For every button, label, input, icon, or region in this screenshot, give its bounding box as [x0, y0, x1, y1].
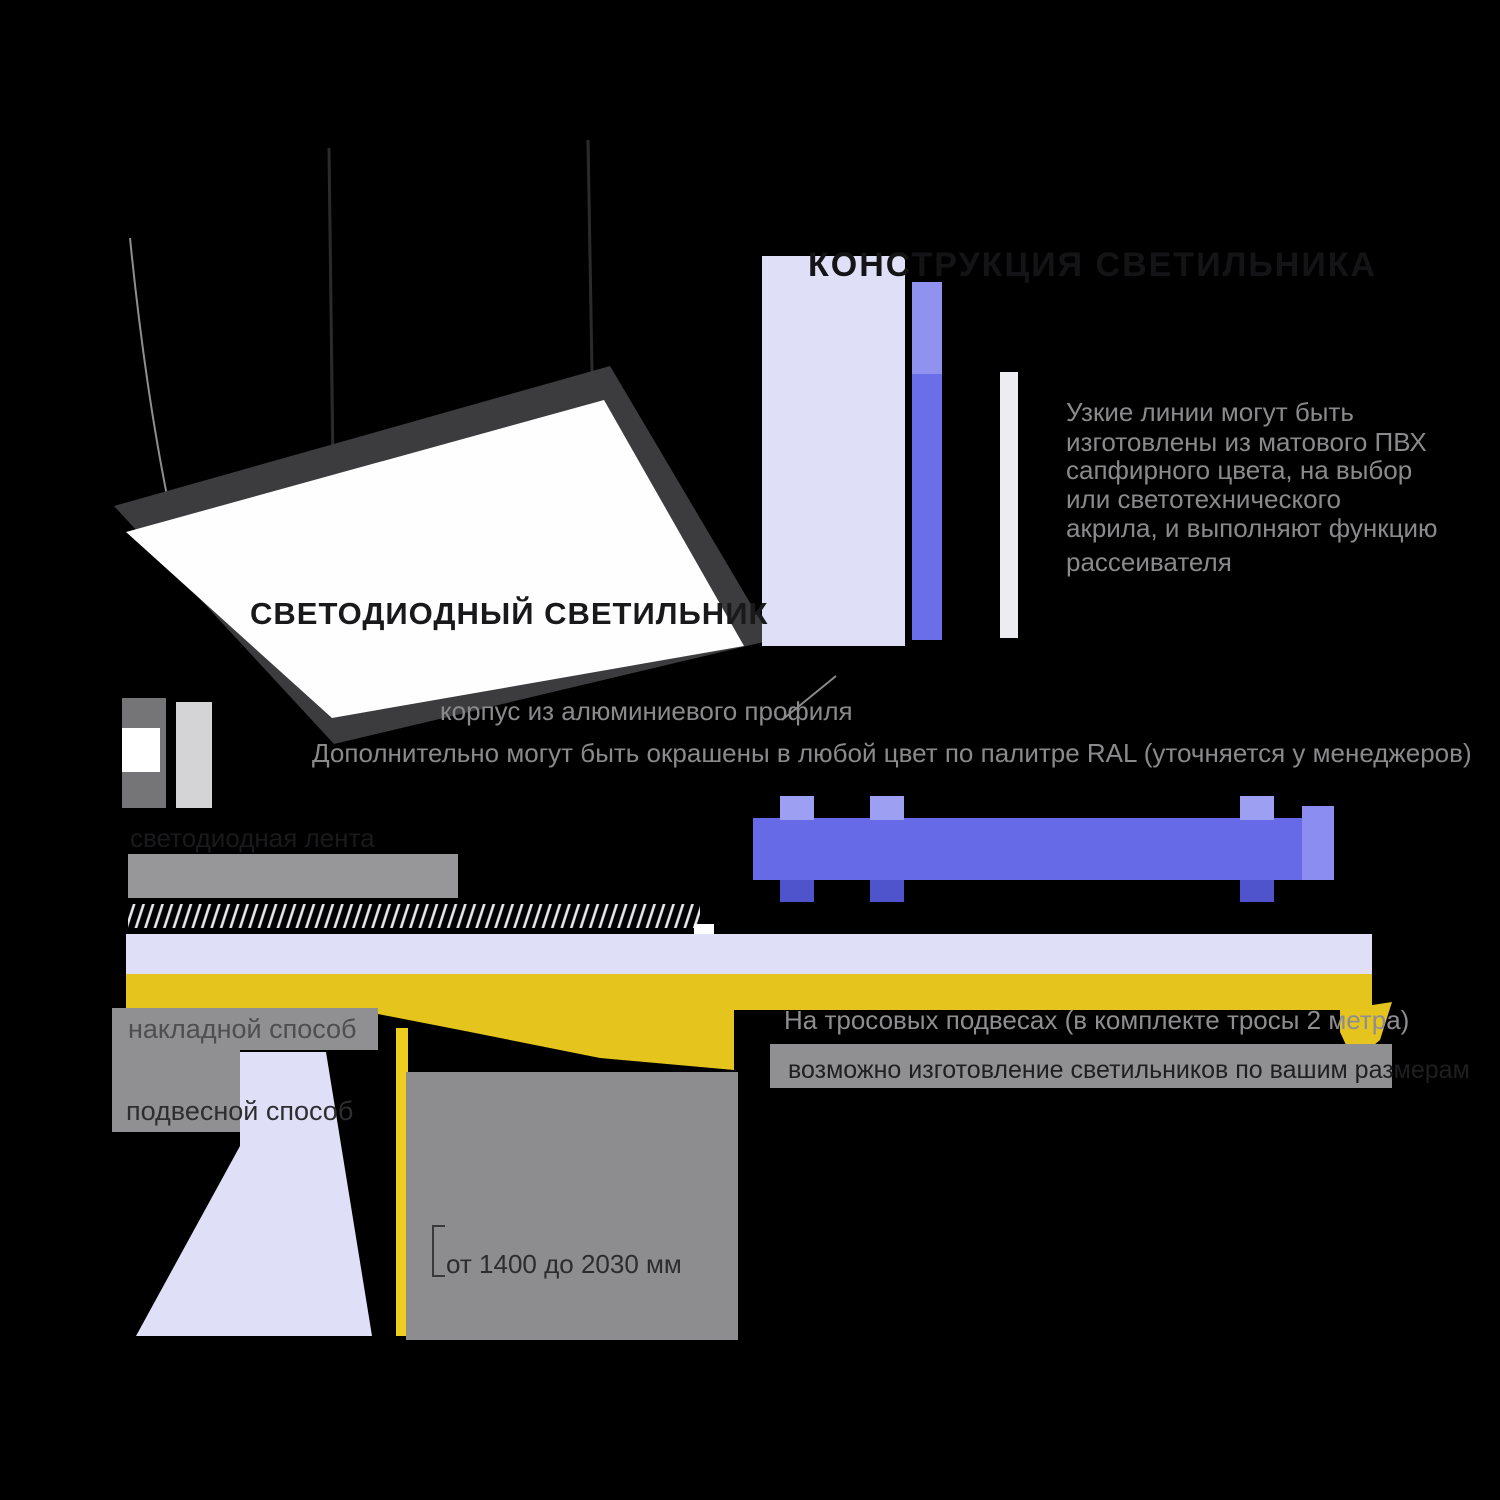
ceiling-wedge [378, 1010, 734, 1070]
board-clip-bottom-2 [870, 880, 904, 902]
mount-panel [406, 1072, 738, 1340]
board-end-cap [1302, 806, 1334, 880]
surface-mount-label: накладной способ [128, 1014, 357, 1044]
custom-size-note: возможно изготовление светильников по вашим размерам [788, 1056, 1470, 1084]
panel-caption: СВЕТОДИОДНЫЙ СВЕТИЛЬНИК [250, 596, 769, 631]
hatch-strip [128, 904, 700, 928]
diffuser-note-line6: рассеивателя [1066, 547, 1232, 577]
suspended-mount-label: подвесной способ [126, 1096, 354, 1126]
board-clip-top-3 [1240, 796, 1274, 820]
diffuser-sheet-upright [762, 256, 905, 646]
diffuser-note-line2: изготовлены из матового ПВХ [1066, 427, 1427, 457]
board-clip-bottom-3 [1240, 880, 1274, 902]
diffuser-note-line5: акрила, и выполняют функцию [1066, 513, 1438, 543]
endcap-bar [176, 702, 212, 808]
led-board-bar [753, 818, 1333, 880]
insert-strip-upright [1000, 372, 1018, 638]
suspension-cable-left [130, 238, 172, 520]
length-range-label: от 1400 до 2030 мм [446, 1249, 682, 1279]
diffuser-note-line4: или светотехнического [1066, 484, 1341, 514]
diffuser-note-line3: сапфирного цвета, на выбор [1066, 455, 1413, 485]
section-title: КОНСТРУКЦИЯ СВЕТИЛЬНИКА [808, 246, 1378, 284]
cable-note: На тросовых подвесах (в комплекте тросы 2 метра) [784, 1005, 1410, 1035]
endcap-window [122, 728, 160, 772]
housing-note-line1: корпус из алюминиевого профиля [440, 696, 853, 726]
diffuser-note-line1: Узкие линии могут быть [1066, 397, 1354, 427]
heatsink-bar [128, 854, 458, 898]
led-board-upright-top [912, 282, 942, 374]
led-strip-label: светодиодная лента [130, 823, 375, 853]
housing-note-line2: Дополнительно могут быть окрашены в любой цвет по палитре RAL (уточняется у менеджеров) [312, 738, 1472, 768]
board-clip-bottom-1 [780, 880, 814, 902]
suspension-cable-mid [329, 148, 333, 470]
board-clip-top-1 [780, 796, 814, 820]
board-clip-top-2 [870, 796, 904, 820]
diffuser-band [126, 934, 1372, 974]
suspension-cable-right [588, 140, 592, 372]
